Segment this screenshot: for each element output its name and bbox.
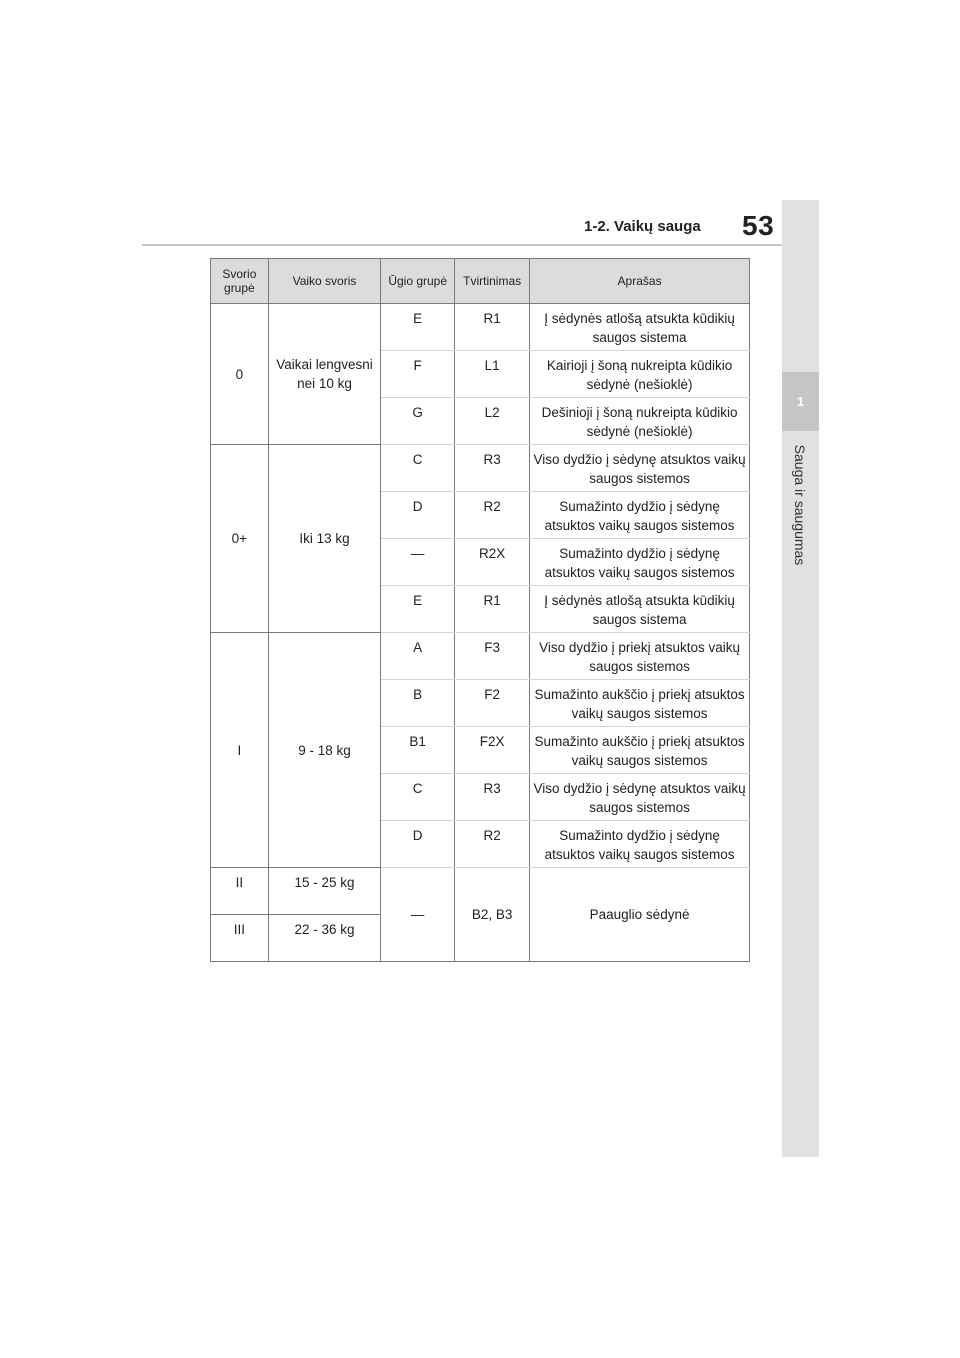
description-cell: Sumažinto aukščio į priekį atsuktos vaikų saugos sistemos <box>530 727 750 774</box>
size-class-cell: A <box>381 633 455 680</box>
table-row <box>211 445 750 492</box>
fixture-cell: R1 <box>455 304 530 351</box>
size-class-cell: D <box>381 821 455 868</box>
chapter-title: Sauga ir saugumas <box>792 444 808 566</box>
chapter-side-bar <box>782 200 819 1157</box>
table-row <box>211 304 750 351</box>
child-seat-table <box>210 258 750 962</box>
description-cell: Į sėdynės atlošą atsukta kūdikių saugos sistema <box>530 304 750 351</box>
section-title: 1-2. Vaikų sauga <box>584 218 701 235</box>
header-child-weight: Vaiko svoris <box>268 259 380 304</box>
fixture-cell: L1 <box>455 351 530 398</box>
header-weight-group: Svorio grupė <box>211 259 269 304</box>
child-weight-cell: 15 - 25 kg <box>268 868 380 915</box>
fixture-cell: F2 <box>455 680 530 727</box>
description-cell: Dešinioji į šoną nukreipta kūdikio sėdynė (nešioklė) <box>530 398 750 445</box>
size-class-cell: — <box>381 868 455 962</box>
table-header-row <box>211 259 750 304</box>
description-cell: Viso dydžio į sėdynę atsuktos vaikų saugos sistemos <box>530 774 750 821</box>
fixture-cell: R2 <box>455 821 530 868</box>
weight-group-cell: 0 <box>211 304 269 445</box>
description-cell: Paauglio sėdynė <box>530 868 750 962</box>
fixture-cell: F2X <box>455 727 530 774</box>
size-class-cell: C <box>381 774 455 821</box>
header-description: Aprašas <box>530 259 750 304</box>
fixture-cell: B2, B3 <box>455 868 530 962</box>
child-weight-cell: Iki 13 kg <box>268 445 380 633</box>
weight-group-cell: I <box>211 633 269 868</box>
fixture-cell: F3 <box>455 633 530 680</box>
size-class-cell: E <box>381 304 455 351</box>
fixture-cell: R3 <box>455 445 530 492</box>
child-weight-cell: 22 - 36 kg <box>268 915 380 962</box>
weight-group-cell: III <box>211 915 269 962</box>
description-cell: Sumažinto dydžio į sėdynę atsuktos vaikų saugos sistemos <box>530 821 750 868</box>
page-number: 53 <box>742 210 775 241</box>
table-row <box>211 868 750 915</box>
fixture-cell: R3 <box>455 774 530 821</box>
size-class-cell: C <box>381 445 455 492</box>
chapter-number-tab: 1 <box>782 372 819 431</box>
size-class-cell: — <box>381 539 455 586</box>
fixture-cell: L2 <box>455 398 530 445</box>
size-class-cell: G <box>381 398 455 445</box>
fixture-cell: R2X <box>455 539 530 586</box>
size-class-cell: B1 <box>381 727 455 774</box>
description-cell: Kairioji į šoną nukreipta kūdikio sėdynė (nešioklė) <box>530 351 750 398</box>
fixture-cell: R1 <box>455 586 530 633</box>
description-cell: Sumažinto aukščio į priekį atsuktos vaikų saugos sistemos <box>530 680 750 727</box>
size-class-cell: E <box>381 586 455 633</box>
weight-group-cell: 0+ <box>211 445 269 633</box>
child-weight-cell: Vaikai lengvesni nei 10 kg <box>268 304 380 445</box>
description-cell: Į sėdynės atlošą atsukta kūdikių saugos sistema <box>530 586 750 633</box>
description-cell: Viso dydžio į sėdynę atsuktos vaikų saugos sistemos <box>530 445 750 492</box>
size-class-cell: D <box>381 492 455 539</box>
size-class-cell: F <box>381 351 455 398</box>
description-cell: Sumažinto dydžio į sėdynę atsuktos vaikų saugos sistemos <box>530 492 750 539</box>
header-size-class: Ūgio grupė <box>381 259 455 304</box>
fixture-cell: R2 <box>455 492 530 539</box>
header-divider <box>142 244 782 246</box>
child-weight-cell: 9 - 18 kg <box>268 633 380 868</box>
table-row <box>211 633 750 680</box>
description-cell: Sumažinto dydžio į sėdynę atsuktos vaikų saugos sistemos <box>530 539 750 586</box>
header-fixture: Tvirtinimas <box>455 259 530 304</box>
description-cell: Viso dydžio į priekį atsuktos vaikų saugos sistemos <box>530 633 750 680</box>
size-class-cell: B <box>381 680 455 727</box>
weight-group-cell: II <box>211 868 269 915</box>
